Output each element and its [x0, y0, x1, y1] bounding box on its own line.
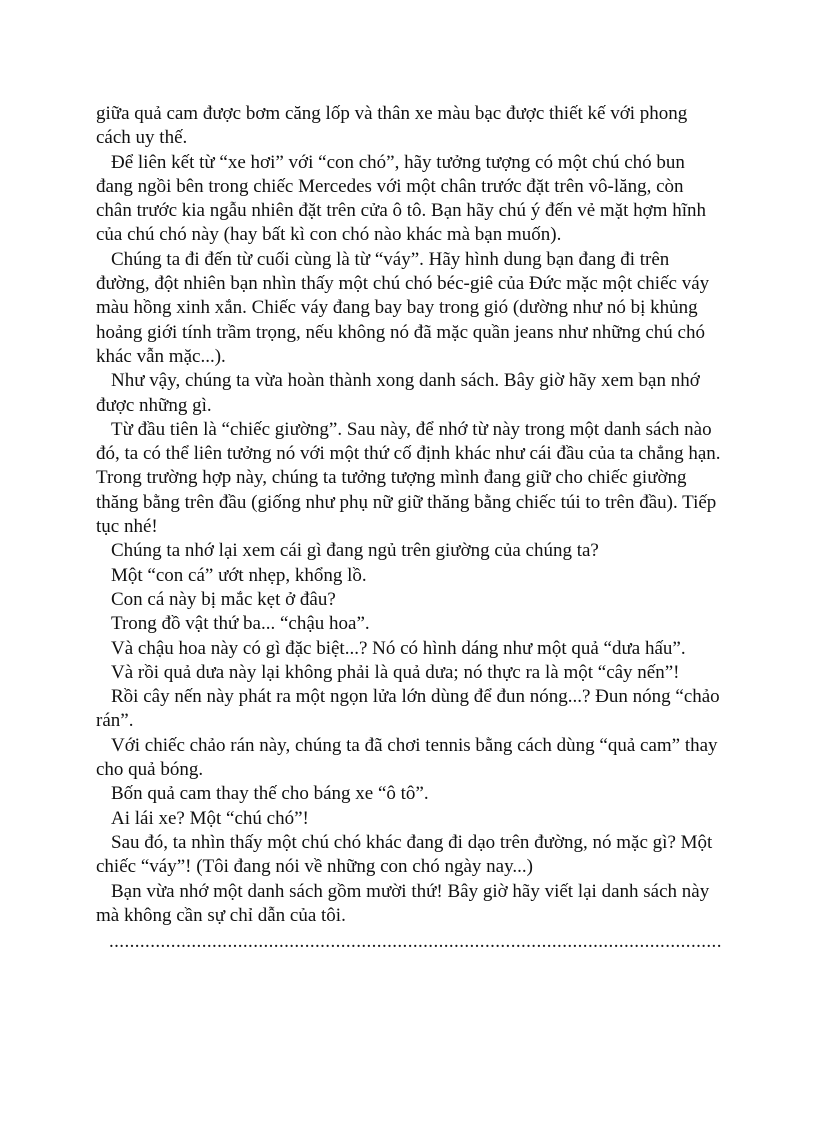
paragraph-17: Bạn vừa nhớ một danh sách gồm mười thứ! Bây giờ hãy viết lại danh sách này mà không cần sự chỉ dẫn của tôi.: [96, 880, 710, 926]
paragraph-8: Con cá này bị mắc kẹt ở đâu?: [111, 588, 336, 610]
paragraph-15: Ai lái xe? Một “chú chó”!: [111, 807, 309, 829]
paragraph-6: Chúng ta nhớ lại xem cái gì đang ngủ trên giường của chúng ta?: [111, 540, 599, 562]
paragraph-3: Chúng ta đi đến từ cuối cùng là từ “váy”. Hãy hình dung bạn đang đi trên đường, đột nhiên bạn nhìn thấy một chú chó béc-giê của Đức mặc một chiếc váy màu hồng xinh xắn. Chiếc váy đang bay bay trong gió (dường như nó bị khủng hoảng giới tính trầm trọng, nếu không nó đã mặc quần jeans như những chú chó khác vẫn mặc...).: [96, 248, 710, 367]
paragraph-11: Và rồi quả dưa này lại không phải là quả dưa; nó thực ra là một “cây nến”!: [111, 661, 680, 683]
paragraph-9: Trong đồ vật thứ ba... “chậu hoa”.: [111, 613, 370, 635]
paragraph-10: Và chậu hoa này có gì đặc biệt...? Nó có hình dáng như một quả “dưa hấu”.: [111, 637, 686, 659]
paragraph-7: Một “con cá” ướt nhẹp, khổng lồ.: [111, 564, 367, 586]
document-page: [96, 102, 724, 954]
dotted-divider: .......................................................................................................................: [109, 931, 722, 953]
paragraph-4: Như vậy, chúng ta vừa hoàn thành xong danh sách. Bây giờ hãy xem bạn nhớ được những gì.: [96, 370, 700, 416]
paragraph-14: Bốn quả cam thay thế cho báng xe “ô tô”.: [111, 783, 429, 805]
paragraph-1: giữa quả cam được bơm căng lốp và thân xe màu bạc được thiết kế với phong cách uy thế.: [96, 103, 688, 149]
paragraph-13: Với chiếc chảo rán này, chúng ta đã chơi tennis bằng cách dùng “quả cam” thay cho quả bóng.: [96, 734, 718, 781]
paragraph-16: Sau đó, ta nhìn thấy một chú chó khác đang đi dạo trên đường, nó mặc gì? Một chiếc “váy”! (Tôi đang nói về những con chó ngày nay...): [96, 831, 713, 878]
paragraph-5: Từ đầu tiên là “chiếc giường”. Sau này, để nhớ từ này trong một danh sách nào đó, ta có thể liên tưởng nó với một thứ cố định khác như cái đầu của ta chẳng hạn. Trong trường hợp này, chúng ta tưởng tượng mình đang giữ cho chiếc giường thăng bằng trên đầu (giống như phụ nữ giữ thăng bằng chiếc túi to trên đầu). Tiếp tục nhé!: [96, 418, 721, 538]
paragraph-2: Để liên kết từ “xe hơi” với “con chó”, hãy tưởng tượng có một chú chó bun đang ngồi bên trong chiếc Mercedes với một chân trước đặt trên vô-lăng, còn chân trước kia ngẫu nhiên đặt trên cửa ô tô. Bạn hãy chú ý đến vẻ mặt hợm hĩnh của chú chó này (hay bất kì con chó nào khác mà bạn muốn).: [96, 151, 706, 246]
paragraph-12: Rồi cây nến này phát ra một ngọn lửa lớn dùng để đun nóng...? Đun nóng “chảo rán”.: [96, 686, 720, 732]
